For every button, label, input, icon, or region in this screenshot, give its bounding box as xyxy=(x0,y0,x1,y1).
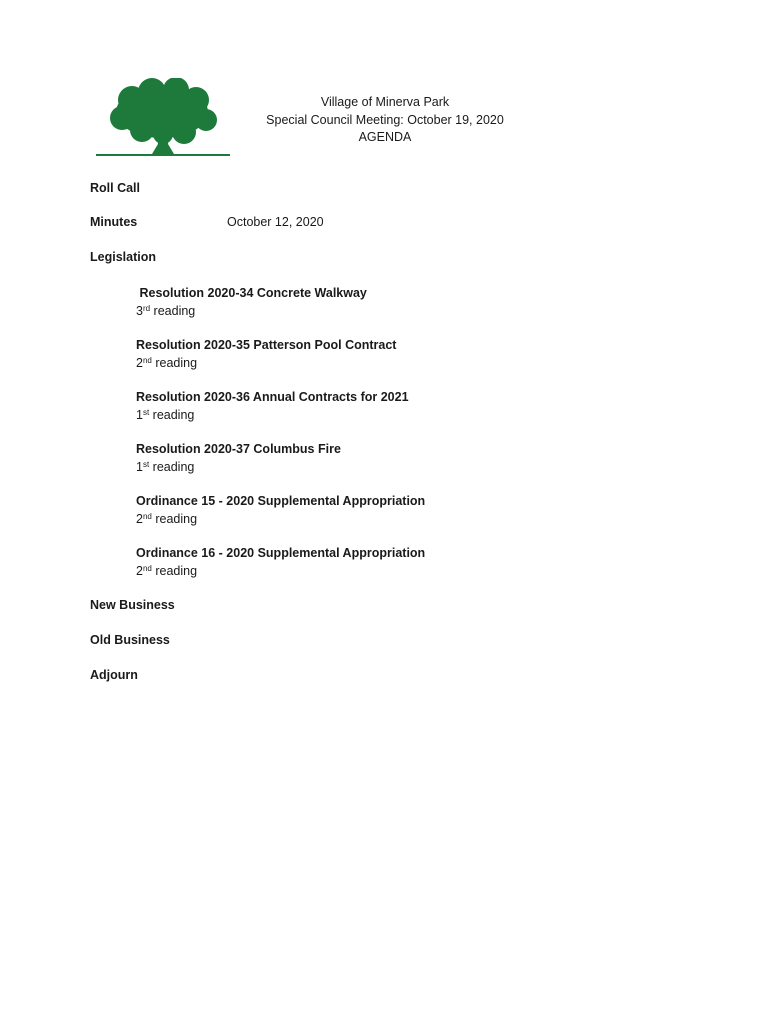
reading-number: 2 xyxy=(136,511,143,526)
agenda-heading: AGENDA xyxy=(358,130,412,144)
reading-suffix: nd xyxy=(142,511,152,521)
minutes-date: October 12, 2020 xyxy=(227,215,324,229)
old-business-heading: Old Business xyxy=(90,633,170,647)
legislation-title: Resolution 2020-36 Annual Contracts for 2021 xyxy=(136,390,409,404)
legislation-item xyxy=(136,441,341,476)
reading-status xyxy=(136,407,409,425)
minutes-heading: Minutes xyxy=(90,215,138,229)
reading-word: reading xyxy=(151,563,198,578)
reading-suffix: st xyxy=(142,459,150,469)
reading-number: 3 xyxy=(136,303,143,318)
reading-word: reading xyxy=(150,303,196,318)
legislation-item xyxy=(136,337,396,372)
legislation-heading: Legislation xyxy=(90,250,156,264)
legislation-item xyxy=(136,493,425,528)
legislation-title: Ordinance 15 - 2020 Supplemental Appropriation xyxy=(136,494,426,508)
reading-suffix: nd xyxy=(142,563,152,573)
reading-word: reading xyxy=(151,355,198,370)
village-name: Village of Minerva Park xyxy=(320,95,450,109)
reading-number: 1 xyxy=(136,407,143,422)
roll-call-heading: Roll Call xyxy=(90,181,141,195)
reading-word: reading xyxy=(151,511,198,526)
reading-status xyxy=(136,563,425,581)
legislation-title: Resolution 2020-34 Concrete Walkway xyxy=(136,286,367,300)
adjourn-heading: Adjourn xyxy=(90,668,138,682)
legislation-title: Resolution 2020-35 Patterson Pool Contract xyxy=(136,338,397,352)
reading-number: 2 xyxy=(136,355,143,370)
legislation-title: Resolution 2020-37 Columbus Fire xyxy=(136,442,341,456)
legislation-item xyxy=(136,285,367,320)
reading-suffix: rd xyxy=(142,303,151,313)
legislation-item xyxy=(136,389,409,424)
meeting-header xyxy=(250,94,520,147)
reading-status xyxy=(136,355,396,373)
reading-suffix: st xyxy=(142,407,150,417)
reading-number: 2 xyxy=(136,563,143,578)
oak-tree-icon xyxy=(96,78,230,160)
legislation-item xyxy=(136,545,425,580)
reading-status xyxy=(136,511,425,529)
legislation-title: Ordinance 16 - 2020 Supplemental Appropriation xyxy=(136,546,426,560)
reading-status xyxy=(136,459,341,477)
reading-word: reading xyxy=(149,407,195,422)
meeting-title: Special Council Meeting: October 19, 2020 xyxy=(266,112,504,127)
reading-number: 1 xyxy=(136,459,143,474)
reading-suffix: nd xyxy=(142,355,152,365)
village-logo xyxy=(96,78,230,160)
reading-status xyxy=(136,303,367,321)
new-business-heading: New Business xyxy=(90,598,175,612)
reading-word: reading xyxy=(149,459,195,474)
